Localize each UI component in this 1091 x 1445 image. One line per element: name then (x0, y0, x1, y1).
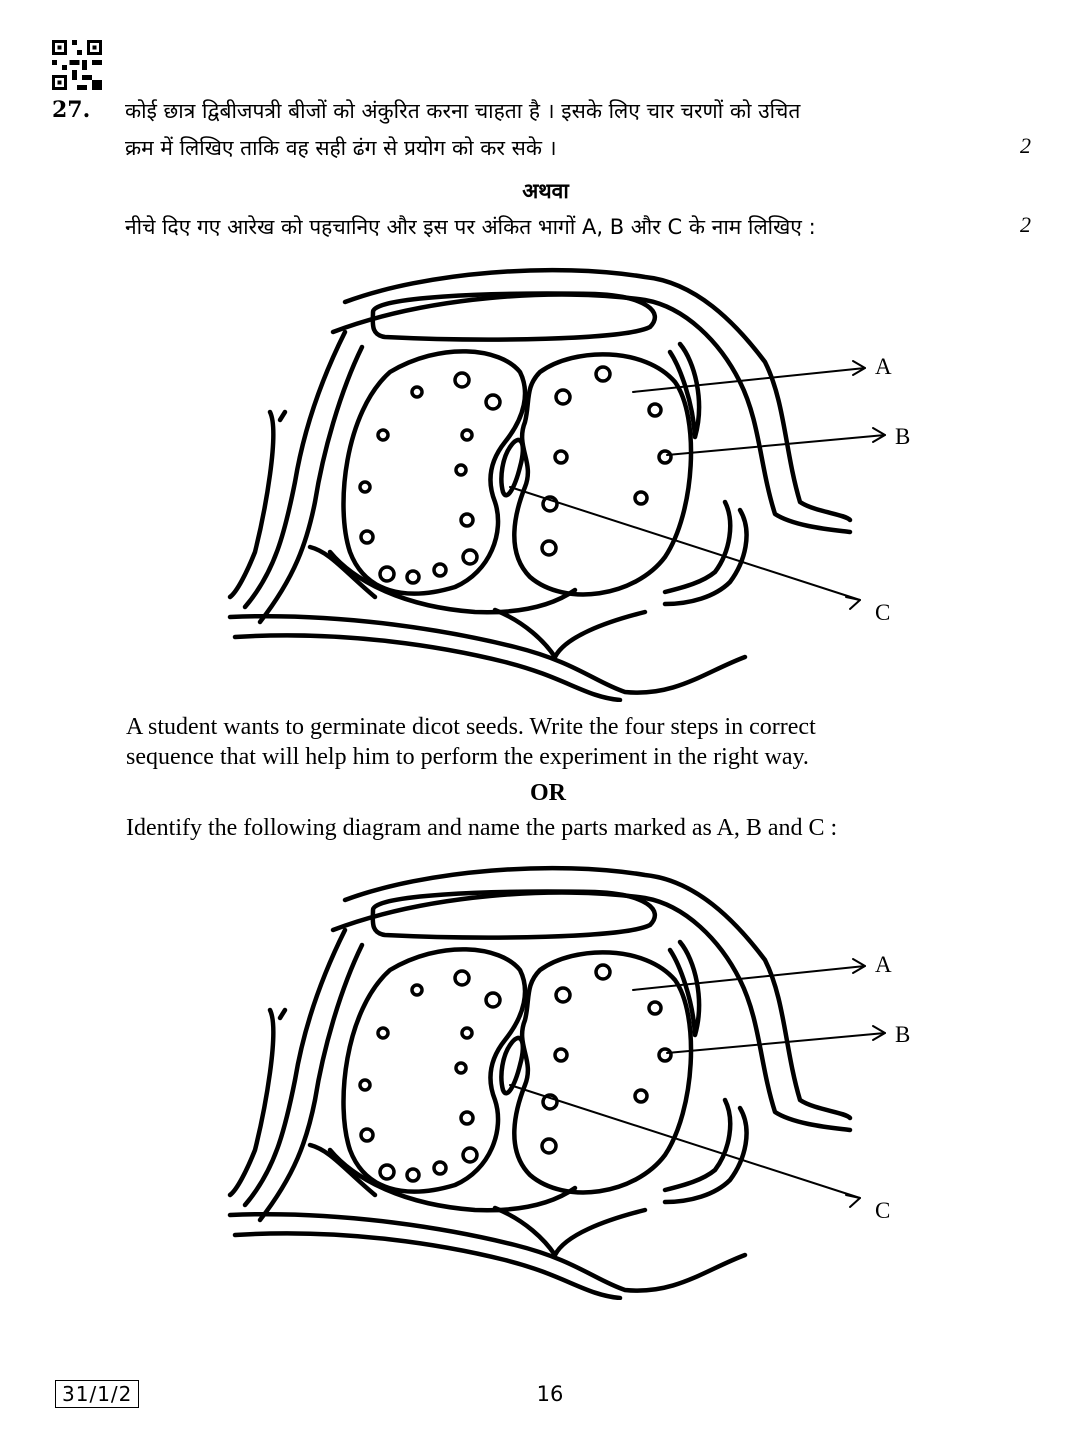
paper-code: 31/1/2 (55, 1380, 139, 1408)
english-question-line-2: sequence that will help him to perform the experiment in the right way. (126, 744, 809, 770)
english-question-line-1: A student wants to germinate dicot seeds. Write the four steps in correct (126, 714, 816, 740)
label-c: C (875, 600, 891, 625)
marks-part-1: 2 (1020, 133, 1031, 158)
hindi-or-label: अथवा (522, 179, 569, 203)
stomata-diagram-bottom (225, 850, 925, 1300)
marks-part-2: 2 (1020, 212, 1031, 237)
label-c: C (875, 1198, 891, 1223)
label-a: A (875, 952, 892, 977)
stomata-diagram-top (225, 252, 925, 702)
label-a: A (875, 354, 892, 379)
label-b: B (895, 1022, 911, 1047)
label-b: B (895, 424, 911, 449)
hindi-question-line-1: कोई छात्र द्विबीजपत्री बीजों को अंकुरित करना चाहता है । इसके लिए चार चरणों को उचित (125, 99, 801, 123)
hindi-question-line-2: क्रम में लिखिए ताकि वह सही ढंग से प्रयोग को कर सके । (125, 136, 557, 160)
english-or-label: OR (530, 780, 566, 806)
qr-code (52, 40, 102, 90)
hindi-question-line-3: नीचे दिए गए आरेख को पहचानिए और इस पर अंकित भागों A, B और C के नाम लिखिए : (125, 215, 816, 239)
english-question-line-3: Identify the following diagram and name the parts marked as A, B and C : (126, 815, 838, 841)
question-number: 27. (52, 97, 91, 123)
page-number: 16 (536, 1382, 564, 1406)
